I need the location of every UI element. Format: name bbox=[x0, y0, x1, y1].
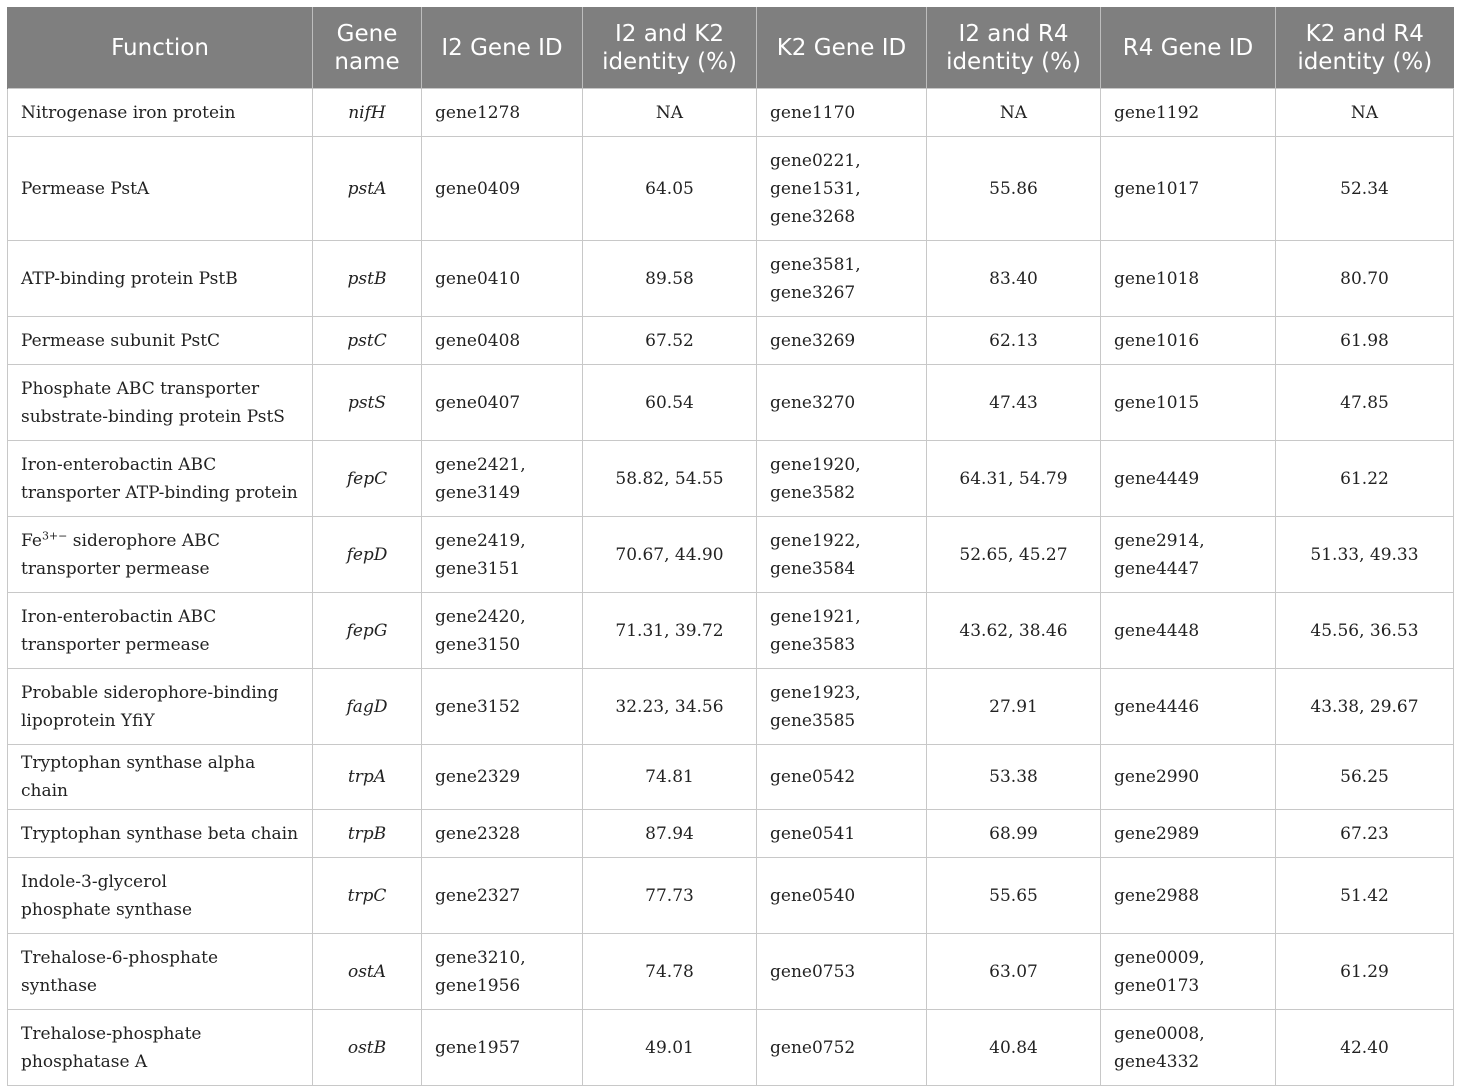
gene-name-cell: trpA bbox=[313, 745, 422, 810]
i2-gene-id-cell bbox=[422, 137, 583, 241]
i2-gene-id-cell bbox=[422, 934, 583, 1010]
header-k2-r4-identity: K2 and R4 identity (%) bbox=[1276, 7, 1454, 89]
gene-id: gene1015 bbox=[1114, 392, 1200, 413]
i2-gene-id-cell bbox=[422, 441, 583, 517]
header-row bbox=[8, 7, 1454, 89]
function-text: Probable siderophore-binding bbox=[21, 682, 279, 703]
gene-name-cell: ostB bbox=[313, 1010, 422, 1086]
table-row bbox=[8, 89, 1454, 137]
table-header bbox=[8, 7, 1454, 89]
function-text: Iron-enterobactin ABC bbox=[21, 606, 217, 627]
gene-id: gene1531, bbox=[770, 178, 861, 199]
i2-r4-identity-cell: 55.65 bbox=[927, 858, 1101, 934]
i2-k2-identity-cell: 74.81 bbox=[583, 745, 757, 810]
function-cell bbox=[8, 441, 313, 517]
k2-r4-identity-cell: 61.98 bbox=[1276, 317, 1454, 365]
gene-id: gene1956 bbox=[435, 975, 521, 996]
i2-gene-id-cell bbox=[422, 89, 583, 137]
function-text: Tryptophan synthase alpha chain bbox=[21, 753, 256, 801]
gene-id: gene2419, bbox=[435, 530, 526, 551]
gene-id: gene2421, bbox=[435, 454, 526, 475]
r4-gene-id-cell bbox=[1101, 137, 1276, 241]
i2-r4-identity-cell: 27.91 bbox=[927, 669, 1101, 745]
function-text: lipoprotein YfiY bbox=[21, 710, 155, 731]
k2-r4-identity-cell: 61.29 bbox=[1276, 934, 1454, 1010]
i2-k2-identity-cell: 32.23, 34.56 bbox=[583, 669, 757, 745]
gene-name-cell: pstS bbox=[313, 365, 422, 441]
gene-id: gene3151 bbox=[435, 558, 521, 579]
i2-r4-identity-cell: 62.13 bbox=[927, 317, 1101, 365]
gene-id: gene1192 bbox=[1114, 102, 1200, 123]
table-row bbox=[8, 1010, 1454, 1086]
gene-id: gene0008, bbox=[1114, 1023, 1205, 1044]
i2-r4-identity-cell: 43.62, 38.46 bbox=[927, 593, 1101, 669]
gene-name-cell: pstC bbox=[313, 317, 422, 365]
table-row bbox=[8, 317, 1454, 365]
gene-id: gene3585 bbox=[770, 710, 856, 731]
r4-gene-id-cell bbox=[1101, 441, 1276, 517]
function-text: Trehalose-6-phosphate synthase bbox=[21, 947, 219, 996]
gene-id: gene1957 bbox=[435, 1037, 521, 1058]
r4-gene-id-cell bbox=[1101, 89, 1276, 137]
table-row bbox=[8, 934, 1454, 1010]
function-text: transporter permease bbox=[21, 558, 210, 579]
gene-id: gene1922, bbox=[770, 530, 861, 551]
function-text: phosphate synthase bbox=[21, 899, 193, 920]
r4-gene-id-cell bbox=[1101, 241, 1276, 317]
k2-r4-identity-cell: 52.34 bbox=[1276, 137, 1454, 241]
k2-r4-identity-cell: 56.25 bbox=[1276, 745, 1454, 810]
gene-id: gene1921, bbox=[770, 606, 861, 627]
table-row bbox=[8, 593, 1454, 669]
i2-r4-identity-cell: 55.86 bbox=[927, 137, 1101, 241]
gene-id: gene0752 bbox=[770, 1037, 856, 1058]
k2-gene-id-cell bbox=[757, 137, 927, 241]
gene-id: gene1018 bbox=[1114, 268, 1200, 289]
table-row bbox=[8, 517, 1454, 593]
table-row bbox=[8, 365, 1454, 441]
function-text-part: Fe bbox=[21, 530, 42, 551]
gene-name-cell: trpB bbox=[313, 810, 422, 858]
k2-gene-id-cell bbox=[757, 241, 927, 317]
k2-gene-id-cell bbox=[757, 745, 927, 810]
header-function: Function bbox=[8, 7, 313, 89]
k2-r4-identity-cell: 80.70 bbox=[1276, 241, 1454, 317]
gene-id: gene3210, bbox=[435, 947, 526, 968]
gene-id: gene4446 bbox=[1114, 696, 1200, 717]
i2-k2-identity-cell: 70.67, 44.90 bbox=[583, 517, 757, 593]
gene-id: gene1920, bbox=[770, 454, 861, 475]
r4-gene-id-cell bbox=[1101, 365, 1276, 441]
function-text: Permease subunit PstC bbox=[21, 330, 221, 351]
gene-id: gene4449 bbox=[1114, 468, 1200, 489]
i2-gene-id-cell bbox=[422, 745, 583, 810]
r4-gene-id-cell bbox=[1101, 745, 1276, 810]
function-cell bbox=[8, 810, 313, 858]
r4-gene-id-cell bbox=[1101, 858, 1276, 934]
function-cell bbox=[8, 89, 313, 137]
gene-id: gene3584 bbox=[770, 558, 856, 579]
gene-name-cell: ostA bbox=[313, 934, 422, 1010]
r4-gene-id-cell bbox=[1101, 593, 1276, 669]
function-cell bbox=[8, 137, 313, 241]
i2-r4-identity-cell: 40.84 bbox=[927, 1010, 1101, 1086]
r4-gene-id-cell bbox=[1101, 1010, 1276, 1086]
k2-r4-identity-cell: 43.38, 29.67 bbox=[1276, 669, 1454, 745]
gene-id: gene2328 bbox=[435, 823, 521, 844]
gene-id: gene2420, bbox=[435, 606, 526, 627]
i2-k2-identity-cell: 60.54 bbox=[583, 365, 757, 441]
function-cell bbox=[8, 365, 313, 441]
r4-gene-id-cell bbox=[1101, 934, 1276, 1010]
i2-gene-id-cell bbox=[422, 669, 583, 745]
function-text: transporter permease bbox=[21, 634, 210, 655]
gene-id: gene0410 bbox=[435, 268, 521, 289]
gene-id: gene2989 bbox=[1114, 823, 1200, 844]
function-text bbox=[21, 527, 299, 555]
table-row bbox=[8, 858, 1454, 934]
function-cell bbox=[8, 241, 313, 317]
i2-gene-id-cell bbox=[422, 810, 583, 858]
i2-gene-id-cell bbox=[422, 317, 583, 365]
header-gene-name: Gene name bbox=[313, 7, 422, 89]
k2-r4-identity-cell: 67.23 bbox=[1276, 810, 1454, 858]
k2-r4-identity-cell: 47.85 bbox=[1276, 365, 1454, 441]
gene-comparison-table bbox=[7, 7, 1454, 1086]
i2-r4-identity-cell: 63.07 bbox=[927, 934, 1101, 1010]
gene-id: gene0541 bbox=[770, 823, 856, 844]
gene-id: gene3270 bbox=[770, 392, 856, 413]
gene-id: gene1278 bbox=[435, 102, 521, 123]
gene-id: gene3267 bbox=[770, 282, 856, 303]
function-cell bbox=[8, 317, 313, 365]
i2-k2-identity-cell: 67.52 bbox=[583, 317, 757, 365]
gene-id: gene0009, bbox=[1114, 947, 1205, 968]
gene-id: gene0542 bbox=[770, 767, 856, 787]
gene-id: gene4447 bbox=[1114, 558, 1200, 579]
gene-id: gene1017 bbox=[1114, 178, 1200, 199]
gene-id: gene0408 bbox=[435, 330, 521, 351]
i2-k2-identity-cell: 87.94 bbox=[583, 810, 757, 858]
i2-gene-id-cell bbox=[422, 593, 583, 669]
table-row bbox=[8, 241, 1454, 317]
function-text: transporter ATP-binding protein bbox=[21, 482, 298, 503]
i2-r4-identity-cell: NA bbox=[927, 89, 1101, 137]
r4-gene-id-cell bbox=[1101, 317, 1276, 365]
k2-r4-identity-cell: 51.33, 49.33 bbox=[1276, 517, 1454, 593]
gene-name-cell: nifH bbox=[313, 89, 422, 137]
gene-id: gene0409 bbox=[435, 178, 521, 199]
gene-id: gene2990 bbox=[1114, 767, 1200, 787]
i2-r4-identity-cell: 52.65, 45.27 bbox=[927, 517, 1101, 593]
gene-id: gene3269 bbox=[770, 330, 856, 351]
function-text: Permease PstA bbox=[21, 178, 150, 199]
table-row bbox=[8, 745, 1454, 810]
gene-id: gene3150 bbox=[435, 634, 521, 655]
gene-id: gene2988 bbox=[1114, 885, 1200, 906]
i2-k2-identity-cell: NA bbox=[583, 89, 757, 137]
k2-gene-id-cell bbox=[757, 593, 927, 669]
i2-gene-id-cell bbox=[422, 858, 583, 934]
table-row bbox=[8, 441, 1454, 517]
i2-k2-identity-cell: 64.05 bbox=[583, 137, 757, 241]
gene-id: gene3268 bbox=[770, 206, 856, 227]
table-row bbox=[8, 810, 1454, 858]
gene-id: gene0173 bbox=[1114, 975, 1200, 996]
k2-gene-id-cell bbox=[757, 517, 927, 593]
gene-id: gene3581, bbox=[770, 254, 861, 275]
function-cell bbox=[8, 1010, 313, 1086]
i2-r4-identity-cell: 68.99 bbox=[927, 810, 1101, 858]
i2-gene-id-cell bbox=[422, 241, 583, 317]
k2-gene-id-cell bbox=[757, 441, 927, 517]
function-text: phosphatase A bbox=[21, 1051, 148, 1072]
i2-k2-identity-cell: 58.82, 54.55 bbox=[583, 441, 757, 517]
i2-gene-id-cell bbox=[422, 365, 583, 441]
gene-id: gene3582 bbox=[770, 482, 856, 503]
function-cell bbox=[8, 593, 313, 669]
table-row bbox=[8, 669, 1454, 745]
k2-gene-id-cell bbox=[757, 858, 927, 934]
function-cell bbox=[8, 669, 313, 745]
gene-id: gene0540 bbox=[770, 885, 856, 906]
function-text: Phosphate ABC transporter bbox=[21, 378, 260, 399]
k2-gene-id-cell bbox=[757, 1010, 927, 1086]
superscript-charge: 3+− bbox=[41, 528, 68, 542]
gene-name-cell: fagD bbox=[313, 669, 422, 745]
gene-id: gene0221, bbox=[770, 150, 861, 171]
k2-r4-identity-cell: 45.56, 36.53 bbox=[1276, 593, 1454, 669]
i2-k2-identity-cell: 77.73 bbox=[583, 858, 757, 934]
function-cell bbox=[8, 517, 313, 593]
function-text: Tryptophan synthase beta chain bbox=[21, 823, 299, 844]
function-cell bbox=[8, 934, 313, 1010]
k2-r4-identity-cell: 51.42 bbox=[1276, 858, 1454, 934]
gene-id: gene2327 bbox=[435, 885, 521, 906]
gene-id: gene3149 bbox=[435, 482, 521, 503]
k2-gene-id-cell bbox=[757, 89, 927, 137]
gene-id: gene4332 bbox=[1114, 1051, 1200, 1072]
function-cell bbox=[8, 745, 313, 810]
k2-r4-identity-cell: 42.40 bbox=[1276, 1010, 1454, 1086]
k2-gene-id-cell bbox=[757, 934, 927, 1010]
function-text: ATP-binding protein PstB bbox=[21, 268, 238, 289]
function-text: Trehalose-phosphate bbox=[21, 1023, 202, 1044]
table-row bbox=[8, 137, 1454, 241]
gene-name-cell: fepG bbox=[313, 593, 422, 669]
gene-name-cell: pstA bbox=[313, 137, 422, 241]
i2-r4-identity-cell: 53.38 bbox=[927, 745, 1101, 810]
k2-gene-id-cell bbox=[757, 810, 927, 858]
table-body bbox=[8, 89, 1454, 1086]
gene-id: gene3583 bbox=[770, 634, 856, 655]
gene-name-cell: pstB bbox=[313, 241, 422, 317]
gene-name-cell: fepD bbox=[313, 517, 422, 593]
k2-gene-id-cell bbox=[757, 317, 927, 365]
gene-id: gene4448 bbox=[1114, 620, 1200, 641]
r4-gene-id-cell bbox=[1101, 517, 1276, 593]
gene-id: gene1016 bbox=[1114, 330, 1200, 351]
function-cell bbox=[8, 858, 313, 934]
i2-r4-identity-cell: 83.40 bbox=[927, 241, 1101, 317]
header-i2-r4-identity: I2 and R4 identity (%) bbox=[927, 7, 1101, 89]
i2-gene-id-cell bbox=[422, 517, 583, 593]
i2-k2-identity-cell: 89.58 bbox=[583, 241, 757, 317]
gene-id: gene0753 bbox=[770, 961, 856, 982]
k2-gene-id-cell bbox=[757, 669, 927, 745]
header-i2-gene-id: I2 Gene ID bbox=[422, 7, 583, 89]
function-text-part: siderophore ABC bbox=[67, 530, 220, 551]
r4-gene-id-cell bbox=[1101, 810, 1276, 858]
gene-id: gene2914, bbox=[1114, 530, 1205, 551]
r4-gene-id-cell bbox=[1101, 669, 1276, 745]
i2-k2-identity-cell: 74.78 bbox=[583, 934, 757, 1010]
gene-id: gene1170 bbox=[770, 102, 856, 123]
i2-gene-id-cell bbox=[422, 1010, 583, 1086]
header-i2-k2-identity: I2 and K2 identity (%) bbox=[583, 7, 757, 89]
i2-k2-identity-cell: 71.31, 39.72 bbox=[583, 593, 757, 669]
function-text: Iron-enterobactin ABC bbox=[21, 454, 217, 475]
i2-r4-identity-cell: 47.43 bbox=[927, 365, 1101, 441]
k2-r4-identity-cell: NA bbox=[1276, 89, 1454, 137]
k2-gene-id-cell bbox=[757, 365, 927, 441]
function-text: substrate-binding protein PstS bbox=[21, 406, 285, 427]
gene-name-cell: trpC bbox=[313, 858, 422, 934]
gene-id: gene3152 bbox=[435, 696, 521, 717]
gene-id: gene2329 bbox=[435, 767, 521, 787]
header-k2-gene-id: K2 Gene ID bbox=[757, 7, 927, 89]
i2-k2-identity-cell: 49.01 bbox=[583, 1010, 757, 1086]
gene-id: gene0407 bbox=[435, 392, 521, 413]
k2-r4-identity-cell: 61.22 bbox=[1276, 441, 1454, 517]
header-r4-gene-id: R4 Gene ID bbox=[1101, 7, 1276, 89]
i2-r4-identity-cell: 64.31, 54.79 bbox=[927, 441, 1101, 517]
gene-name-cell: fepC bbox=[313, 441, 422, 517]
gene-id: gene1923, bbox=[770, 682, 861, 703]
function-text: Nitrogenase iron protein bbox=[21, 102, 236, 123]
function-text: Indole-3-glycerol bbox=[21, 871, 167, 892]
